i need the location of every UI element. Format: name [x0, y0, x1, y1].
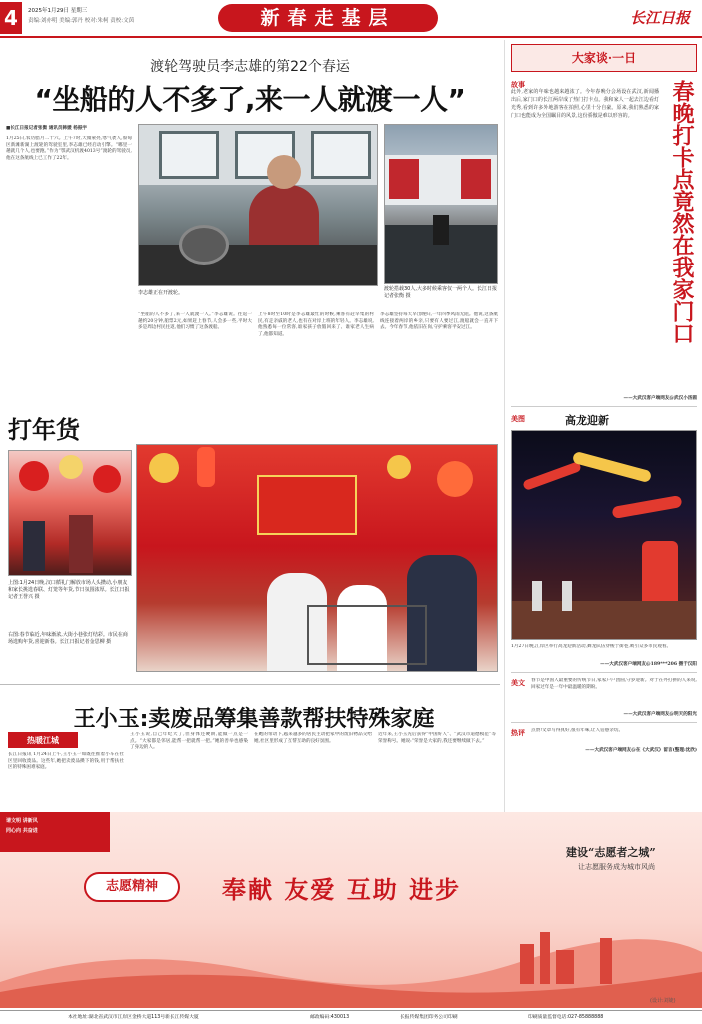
ferry-body-col1: 1月25日,农历腊月二十六。上午7时,天微蒙亮,寒气袭人,蔡甸区新滩新湖上渡轮的驾驶室里,李志雄已经启动引擎。“哪里一趟就几个人,也要跑。”作为“鄂武汉机渡4013号”渡轮的驾驶员,他在这条航线上已工作了22年。	[6, 136, 132, 161]
ferry-body-col3: 上午8时至10时是李志雄最忙的时候,乘客有赶早集的村民,有走亲戚的老人,也有在对岸上班的年轻人。李志雄说,他熟悉每一位常客,谁家孩子放假回来了、谁家老人生病了,他都知道。	[258, 312, 374, 337]
sidebar-beauty-text: 春节是中国人最重要的传统节日,家家户户团圆,守岁迎新。对于在外打拼的人来说,回家过年是一年中最温暖的期盼。	[531, 678, 697, 690]
sidebar-photo-caption: 1月27日晚,江岸区举行高龙迎新活动,舞龙队伍穿梭于街巷,吸引众多市民观看。	[511, 644, 672, 649]
sidebar-title: 春晚打卡点竟然在我家门口	[669, 80, 695, 344]
header-rule	[0, 36, 702, 38]
banner-slogan: 奉献 友爱 互助 进步	[222, 875, 462, 904]
wang-headline: 王小玉:卖废品筹集善款帮扶特殊家庭	[73, 707, 435, 732]
sidebar	[504, 40, 702, 812]
ferry-photo-deck	[384, 124, 498, 284]
sidebar-author-2: ——大武汉客户端网友@189***206 摄于汉阳	[600, 662, 697, 667]
sidebar-rule-1	[511, 406, 697, 407]
ferry-photo-deck-caption: 渡轮搭载30人,大多时候乘客仅一两个人。长江日报记者张衡 摄	[384, 286, 497, 299]
ferry-body-col4: 李志雄坚持每天早出晚归,一年四季风雨无阻。他说,这条航线连接着两岸的乡亲,只要有人要过江,渡船就会一直开下去。今年春节,他依旧在岗,守护乘客平安过江。	[380, 312, 498, 330]
ferry-kicker: 渡轮驾驶员李志雄的第22个春运	[150, 59, 350, 75]
wang-body-col3: 在她的带动下,越来越多的居民主动把家中的废旧物品交给她,社区里形成了互帮互助的良好氛围。	[254, 732, 372, 744]
sidebar-tag-photo: 美图	[511, 414, 525, 423]
footer-post: 邮政编码:430013	[310, 1015, 350, 1020]
banner-side-text-1: 请文明 讲新风	[6, 818, 38, 824]
banner-label: 志愿精神	[105, 879, 158, 894]
nianhuo-photo-market	[8, 450, 132, 576]
sidebar-author-1: ——大武汉客户端网友@武汉小汤圆	[623, 396, 697, 401]
footer-ad: 印刷质量监督电话:027-85888888	[528, 1015, 604, 1020]
footer-address: 本社地址:湖北省武汉市江岸区金桥大道113号新长江传媒大厦	[68, 1015, 199, 1020]
banner-skyline-graphic	[0, 922, 702, 1008]
banner-right-sub: 让志愿服务成为城市风尚	[578, 863, 655, 871]
wang-body-col4: 近年来,王小玉先后获得“中国好人”、“武汉市道德模范”等荣誉称号。她说:“荣誉是大家的,我还要继续做下去。”	[378, 732, 496, 744]
ferry-article	[0, 40, 500, 400]
nianhuo-photo-shopping	[136, 444, 498, 672]
sidebar-tag-story: 故事	[511, 80, 525, 89]
volunteer-banner	[0, 812, 702, 1008]
banner-right-title: 建设“志愿者之城”	[566, 846, 656, 859]
sidebar-tag-hot: 热评	[511, 728, 525, 737]
ferry-photo-cabin	[138, 124, 378, 286]
sidebar-author-3: ——大武汉客户端网友@明天的阳光	[623, 712, 697, 717]
sidebar-column-label: 大家谈·一日	[511, 44, 697, 72]
wang-article	[0, 684, 500, 802]
sidebar-author-4: ——大武汉客户端网友@在《大武汉》留言(整理:沈欣)	[585, 748, 697, 753]
wang-label: 热暖江城	[8, 732, 78, 748]
sidebar-hot-text: 点赞!文章写得真好,很有年味,让人倍感亲切。	[531, 728, 624, 733]
sidebar-tag-beauty: 美文	[511, 678, 525, 687]
sidebar-photo-title: 高龙迎新	[565, 414, 609, 427]
banner-side-text-2: 同心向 共奋进	[6, 828, 38, 834]
nianhuo-title: 打年货	[8, 415, 80, 444]
nianhuo-section	[0, 404, 500, 674]
sidebar-story-text: 此外,老家的年味也越来越浓了。今年春晚分会场设在武汉,新闻播出后,家门口的长江两岸成了热门打卡点。我和家人一起去江边看灯光秀,看到许多外地游客在拍照,心里十分自豪。原来,我们熟悉的家门口也能成为全国瞩目的风景,这份骄傲是难以形容的。	[511, 89, 659, 119]
page-number: 4	[0, 2, 22, 34]
ferry-photo-cabin-caption: 李志雄正在开渡轮。	[138, 290, 184, 296]
section-title: 新春走基层	[260, 7, 396, 29]
sidebar-rule-3	[511, 722, 697, 723]
wang-body-col1: 长江日报讯 1月24日上午,王小玉一如既往推着小车在社区里回收废品。这些年,她把卖废品攒下的钱,用于帮扶社区的特殊困难家庭。	[8, 752, 124, 770]
date-line: 2025年1月29日 星期三	[28, 8, 88, 14]
nianhuo-caption-bottom: 右图:春节临近,年味渐浓,大街小巷张灯结彩。市民在商场选购年货,喜迎新春。长江日报记者金思柳 摄	[8, 632, 128, 645]
ferry-body-col2: “坐船的人不多了,来一人就渡一人。”李志雄说。往返一趟约20分钟,船票2元,如果赶上春节,人会多一些,平时大多是周边村民往返,他们习惯了这条渡船。	[138, 312, 252, 330]
wang-body-col2: 王小玉说,自己年纪大了,但身体还硬朗,能做一点是一点。“大家都是邻居,能帮一把就帮一把。”她的善举也感染了身边的人。	[130, 732, 248, 750]
paper-name-logo: 长江日报	[630, 9, 691, 27]
sidebar-rule-2	[511, 672, 697, 673]
page-footer	[0, 1010, 702, 1024]
wang-top-rule	[0, 684, 500, 685]
editors-line: 责编:刘亦明 美编:郭丹 校对:朱柯 责校:文茵	[28, 18, 135, 24]
sidebar-photo-dragon	[511, 430, 697, 640]
ferry-byline: ■长江日报记者张衡 通讯员韩媛 杨振宇	[6, 126, 88, 131]
ferry-headline: “坐船的人不多了,来一人就渡一人”	[34, 83, 466, 116]
page-header	[0, 0, 702, 38]
banner-credit: (设计:刘婕)	[650, 998, 676, 1004]
nianhuo-caption-top: 上图:1月24日晚,汉口循礼门解放市场人头攒动,小朋友和家长挑选春联、灯笼等年货,节日氛围浓厚。长江日报记者王誉兴 摄	[8, 580, 130, 600]
footer-printer: 长报传媒集团印务公司印刷	[400, 1015, 458, 1020]
